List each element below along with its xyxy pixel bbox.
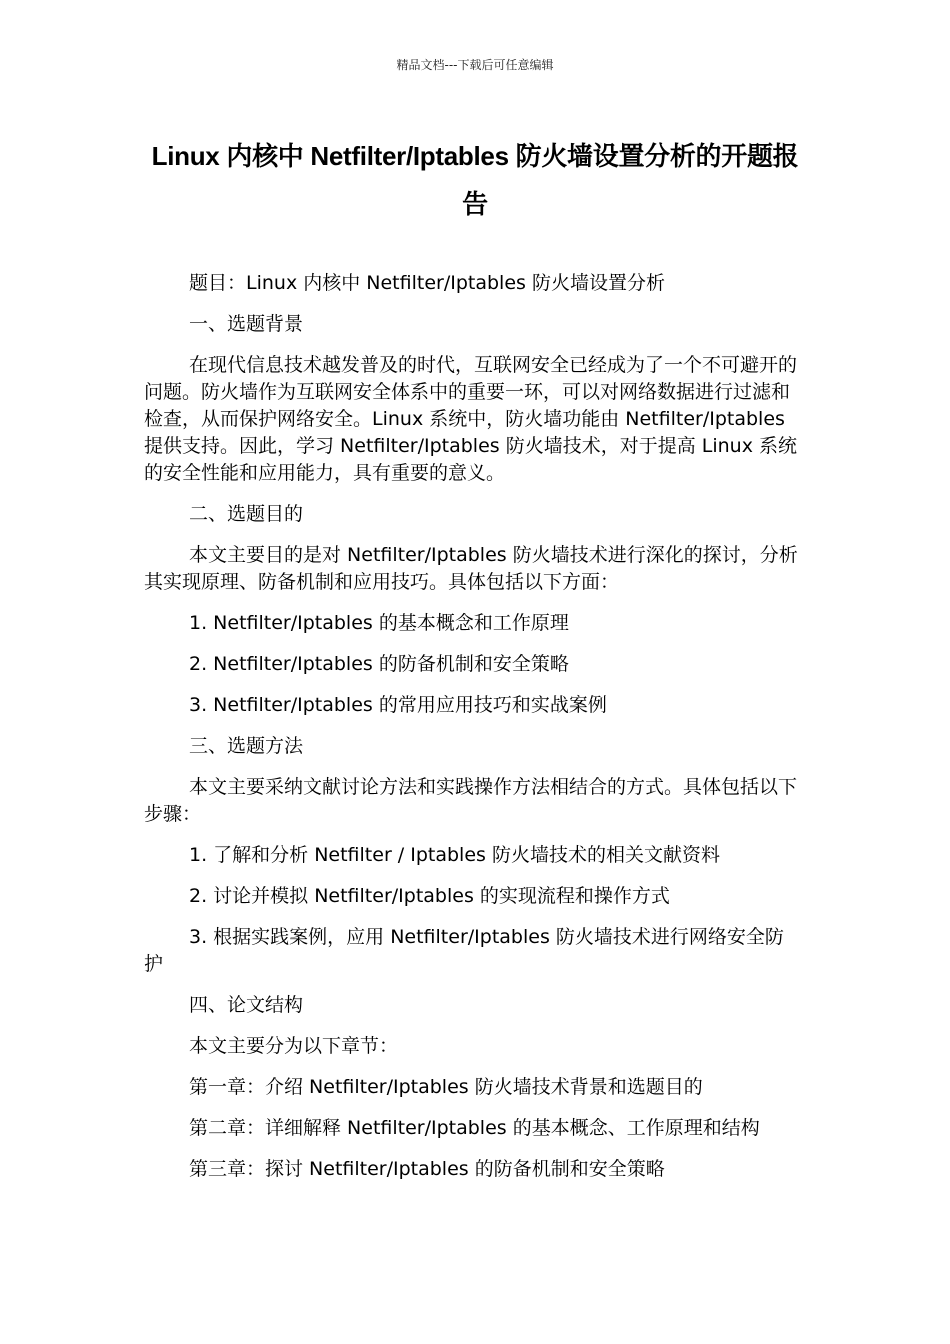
purpose-item-1: 1. Netfilter/Iptables 的基本概念和工作原理 — [189, 612, 569, 634]
section-heading-structure: 四、论文结构 — [189, 994, 304, 1016]
section-heading-purpose: 二、选题目的 — [189, 503, 304, 525]
chapter-1: 第一章：介绍 Netfilter/Iptables 防火墙技术背景和选题目的 — [189, 1076, 703, 1098]
chapter-3: 第三章：探讨 Netfilter/Iptables 的防备机制和安全策略 — [189, 1158, 665, 1180]
structure-intro: 本文主要分为以下章节： — [189, 1035, 399, 1057]
section-heading-method: 三、选题方法 — [189, 735, 304, 757]
document-body — [144, 270, 798, 1197]
method-step-1: 1. 了解和分析 Netfilter / Iptables 防火墙技术的相关文献资料 — [189, 844, 720, 866]
method-step-3: 3. 根据实践案例，应用 Netfilter/Iptables 防火墙技术进行网络安全防护 — [144, 926, 784, 975]
purpose-item-2: 2. Netfilter/Iptables 的防备机制和安全策略 — [189, 653, 569, 675]
chapter-2: 第二章：详细解释 Netfilter/Iptables 的基本概念、工作原理和结构 — [189, 1117, 760, 1139]
page-header: 精品文档---下载后可任意编辑 — [396, 58, 554, 72]
topic-line: 题目：Linux 内核中 Netfilter/Iptables 防火墙设置分析 — [189, 272, 665, 294]
section-heading-background: 一、选题背景 — [189, 313, 304, 335]
purpose-item-3: 3. Netfilter/Iptables 的常用应用技巧和实战案例 — [189, 694, 607, 716]
document-title: Linux 内核中 Netfilter/Iptables 防火墙设置分析的开题报告 — [151, 141, 799, 219]
background-paragraph: 在现代信息技术越发普及的时代，互联网安全已经成为了一个不可避开的问题。防火墙作为互联网安全体系中的重要一环，可以对网络数据进行过滤和检查，从而保护网络安全。Linux 系统中，防火墙功能由 Netfilter/Iptables 提供支持。因此，学习 Netfilter/Iptables 防火墙技术，对于提高 Linux 系统的安全性能和应用能力，具有重要的意义。 — [144, 354, 798, 484]
purpose-paragraph: 本文主要目的是对 Netfilter/Iptables 防火墙技术进行深化的探讨，分析其实现原理、防备机制和应用技巧。具体包括以下方面： — [144, 544, 798, 593]
method-step-2: 2. 讨论并模拟 Netfilter/Iptables 的实现流程和操作方式 — [189, 885, 670, 907]
method-paragraph: 本文主要采纳文献讨论方法和实践操作方法相结合的方式。具体包括以下步骤： — [144, 776, 798, 825]
